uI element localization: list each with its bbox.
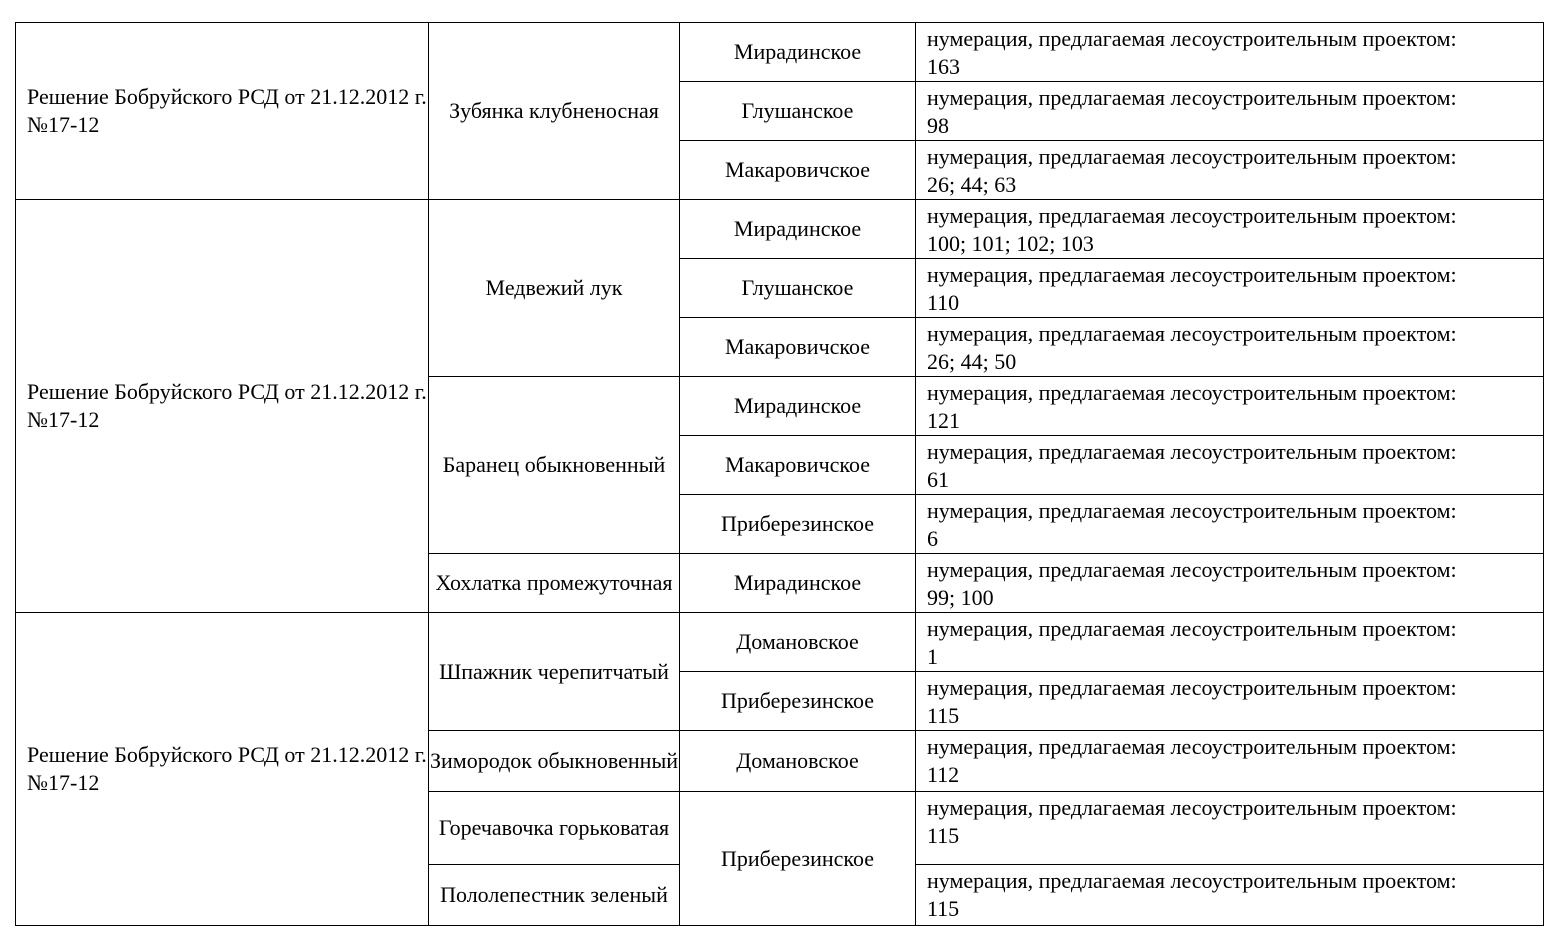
numbering-label: нумерация, предлагаемая лесоустроительным проектом: — [927, 498, 1457, 523]
forestry-name: Приберезинское — [721, 845, 874, 871]
decision-cell — [16, 23, 429, 200]
protected-species-table — [15, 22, 1544, 926]
numbering-cell — [916, 495, 1544, 554]
forestry-name: Мирадинское — [733, 216, 862, 241]
decision-cell — [16, 200, 429, 613]
species-cell — [429, 731, 680, 792]
decision-text: Решение Бобруйского РСД от 21.12.2012 г. №17-12 — [27, 379, 427, 432]
numbering-cell — [916, 82, 1544, 141]
forestry-cell — [680, 200, 916, 259]
numbering-values: 99; 100 — [927, 585, 994, 610]
numbering-values: 121 — [927, 408, 960, 433]
numbering-cell — [916, 613, 1544, 672]
numbering-values: 26; 44; 50 — [927, 349, 1017, 374]
numbering-label: нумерация, предлагаемая лесоустроительным проектом: — [927, 262, 1457, 287]
forestry-name: Макаровичское — [724, 452, 871, 477]
numbering-label: нумерация, предлагаемая лесоустроительным проектом: — [927, 203, 1457, 228]
species-cell — [429, 865, 680, 926]
forestry-name: Домановское — [736, 629, 859, 654]
numbering-label: нумерация, предлагаемая лесоустроительным проектом: — [927, 734, 1457, 759]
forestry-name: Мирадинское — [733, 39, 862, 64]
species-name: Медвежий лук — [485, 275, 623, 300]
numbering-label: нумерация, предлагаемая лесоустроительным проектом: — [927, 616, 1457, 641]
forestry-cell — [680, 377, 916, 436]
species-name: Шпажник черепитчатый — [439, 658, 669, 684]
decision-text: Решение Бобруйского РСД от 21.12.2012 г. №17-12 — [27, 742, 427, 795]
numbering-label: нумерация, предлагаемая лесоустроительным проектом: — [927, 795, 1457, 820]
forestry-cell — [680, 141, 916, 200]
numbering-label: нумерация, предлагаемая лесоустроительным проектом: — [927, 380, 1457, 405]
decision-text: Решение Бобруйского РСД от 21.12.2012 г. №17-12 — [27, 84, 427, 137]
species-cell — [429, 792, 680, 865]
forestry-name: Домановское — [736, 748, 859, 773]
numbering-label: нумерация, предлагаемая лесоустроительным проектом: — [927, 439, 1457, 464]
numbering-values: 98 — [927, 113, 949, 138]
forestry-cell — [680, 436, 916, 495]
forestry-name: Мирадинское — [733, 393, 862, 418]
numbering-values: 61 — [927, 467, 949, 492]
forestry-cell — [680, 318, 916, 377]
forestry-cell — [680, 672, 916, 731]
numbering-cell — [916, 865, 1544, 926]
numbering-cell — [916, 141, 1544, 200]
species-cell — [429, 554, 680, 613]
species-cell — [429, 200, 680, 377]
numbering-label: нумерация, предлагаемая лесоустроительным проектом: — [927, 26, 1457, 51]
species-name: Баранец обыкновенный — [442, 452, 666, 477]
numbering-cell — [916, 23, 1544, 82]
numbering-values: 100; 101; 102; 103 — [927, 231, 1094, 256]
forestry-cell — [680, 792, 916, 926]
forestry-name: Глушанское — [741, 275, 854, 300]
forestry-name: Макаровичское — [724, 157, 871, 182]
numbering-label: нумерация, предлагаемая лесоустроительным проектом: — [927, 144, 1457, 169]
forestry-name: Глушанское — [741, 98, 854, 123]
numbering-cell — [916, 672, 1544, 731]
forestry-cell — [680, 554, 916, 613]
forestry-cell — [680, 82, 916, 141]
numbering-cell — [916, 377, 1544, 436]
species-name: Зубянка клубненосная — [449, 98, 659, 123]
numbering-cell — [916, 731, 1544, 792]
forestry-cell — [680, 731, 916, 792]
numbering-label: нумерация, предлагаемая лесоустроительным проектом: — [927, 557, 1457, 582]
numbering-values: 110 — [927, 290, 960, 315]
numbering-cell — [916, 318, 1544, 377]
species-cell — [429, 613, 680, 731]
species-cell — [429, 377, 680, 554]
numbering-values: 115 — [927, 896, 960, 921]
species-name: Зимородок обыкновенный — [429, 748, 679, 773]
numbering-label: нумерация, предлагаемая лесоустроительным проектом: — [927, 675, 1457, 700]
numbering-cell — [916, 554, 1544, 613]
numbering-values: 115 — [927, 703, 960, 728]
numbering-values: 26; 44; 63 — [927, 172, 1017, 197]
species-name: Пололепестник зеленый — [440, 882, 668, 907]
numbering-cell — [916, 792, 1544, 865]
table-row — [16, 200, 1544, 259]
forestry-cell — [680, 23, 916, 82]
numbering-label: нумерация, предлагаемая лесоустроительным проектом: — [927, 321, 1457, 346]
numbering-values: 115 — [927, 823, 960, 848]
numbering-values: 1 — [927, 644, 938, 669]
table-row — [16, 23, 1544, 82]
species-name: Горечавочка горьковатая — [438, 815, 670, 840]
numbering-values: 112 — [927, 762, 960, 787]
numbering-cell — [916, 259, 1544, 318]
species-cell — [429, 23, 680, 200]
table-row — [16, 613, 1544, 672]
numbering-values: 6 — [927, 526, 938, 551]
forestry-cell — [680, 495, 916, 554]
numbering-label: нумерация, предлагаемая лесоустроительным проектом: — [927, 85, 1457, 110]
numbering-label: нумерация, предлагаемая лесоустроительным проектом: — [927, 868, 1457, 893]
numbering-cell — [916, 200, 1544, 259]
numbering-cell — [916, 436, 1544, 495]
numbering-values: 163 — [927, 54, 960, 79]
forestry-cell — [680, 613, 916, 672]
decision-cell — [16, 613, 429, 926]
forestry-name: Макаровичское — [724, 334, 871, 359]
forestry-cell — [680, 259, 916, 318]
forestry-name: Приберезинское — [721, 511, 874, 536]
forestry-name: Приберезинское — [721, 688, 874, 713]
species-name: Хохлатка промежуточная — [435, 570, 673, 595]
forestry-name: Мирадинское — [733, 570, 862, 595]
